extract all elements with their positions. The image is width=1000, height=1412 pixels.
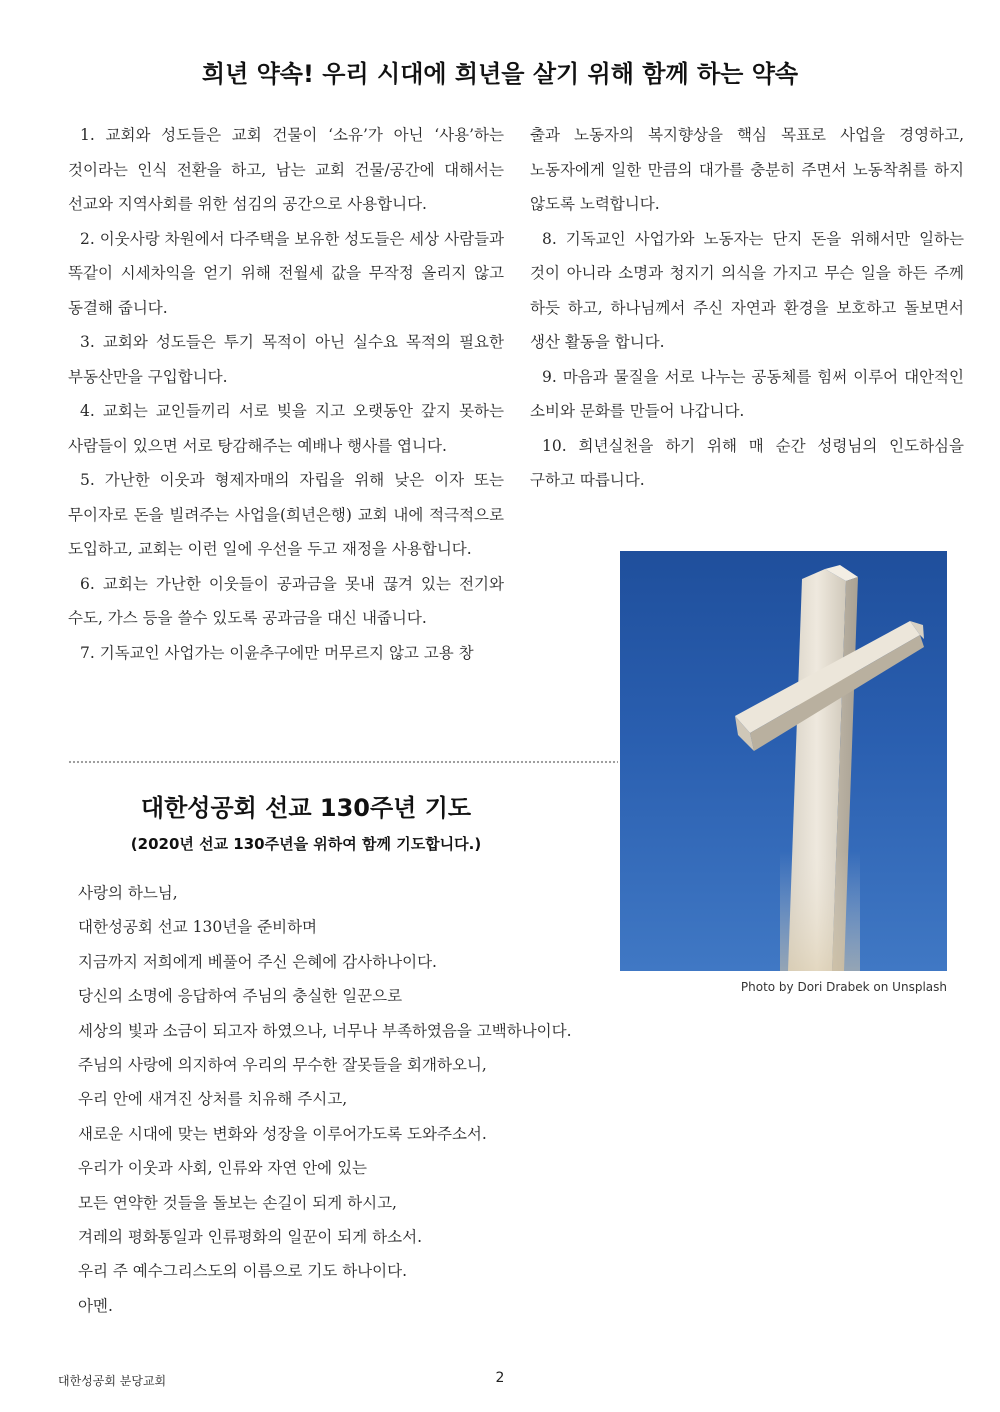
promise-7-continued: 출과 노동자의 복지향상을 핵심 목표로 사업을 경영하고, 노동자에게 일한 만큼의 대가를 충분히 주면서 노동착취를 하지 않도록 노력합니다.	[530, 126, 964, 213]
cross-icon	[620, 551, 947, 971]
promise-8: 8. 기독교인 사업가와 노동자는 단지 돈을 위해서만 일하는 것이 아니라 소명과 청지기 의식을 가지고 무슨 일을 하든 주께 하듯 하고, 하나님께서 주신 자연과 환경을 보호하고 돌보면서 생산 활동을 합니다.	[530, 229, 964, 351]
promise-4: 4. 교회는 교인들끼리 서로 빚을 지고 오랫동안 갚지 못하는 사람들이 있으면 서로 탕감해주는 예배나 행사를 엽니다.	[68, 402, 504, 455]
promise-7: 7. 기독교인 사업가는 이윤추구에만 머무르지 않고 고용 창	[80, 643, 474, 662]
promise-9: 9. 마음과 물질을 서로 나누는 공동체를 힘써 이루어 대안적인 소비와 문화를 만들어 나갑니다.	[530, 367, 964, 420]
prayer-line: 주님의 사랑에 의지하여 우리의 무수한 잘못들을 회개하오니,	[78, 1056, 487, 1075]
promises-right-column	[530, 118, 964, 498]
promise-1: 1. 교회와 성도들은 교회 건물이 ‘소유’가 아닌 ‘사용’하는 것이라는 인식 전환을 하고, 남는 교회 건물/공간에 대해서는 선교와 지역사회를 위한 섬김의 공간으로 사용합니다.	[68, 126, 504, 213]
prayer-subtitle: (2020년 선교 130주년을 위하여 함께 기도합니다.)	[130, 835, 482, 853]
prayer-line: 당신의 소명에 응답하여 주님의 충실한 일꾼으로	[78, 987, 403, 1006]
prayer-line: 세상의 빛과 소금이 되고자 하였으나, 너무나 부족하였음을 고백하나이다.	[78, 1021, 572, 1040]
footer-church-name: 대한성공회 분당교회	[58, 1374, 167, 1388]
prayer-line: 대한성공회 선교 130년을 준비하며	[78, 918, 318, 937]
prayer-line: 새로운 시대에 맞는 변화와 성장을 이루어가도록 도와주소서.	[78, 1124, 487, 1143]
prayer-line: 우리 주 예수그리스도의 이름으로 기도 하나이다.	[78, 1262, 408, 1281]
prayer-line: 우리 안에 새겨진 상처를 치유해 주시고,	[78, 1090, 348, 1109]
prayer-line: 우리가 이웃과 사회, 인류와 자연 안에 있는	[78, 1159, 368, 1178]
cross-photo	[620, 551, 947, 971]
prayer-line: 아멘.	[78, 1296, 113, 1315]
page-title: 희년 약속! 우리 시대에 희년을 살기 위해 함께 하는 약속	[201, 60, 799, 88]
prayer-line: 모든 연약한 것들을 돌보는 손길이 되게 하시고,	[78, 1193, 397, 1212]
prayer-title: 대한성공회 선교 130주년 기도	[140, 794, 472, 822]
promise-10: 10. 희년실천을 하기 위해 매 순간 성령님의 인도하심을 구하고 따릅니다.	[530, 436, 964, 489]
prayer-line: 지금까지 저희에게 베풀어 주신 은혜에 감사하나이다.	[78, 952, 437, 971]
section-divider	[68, 760, 618, 764]
promises-left-column	[68, 118, 504, 670]
page-number: 2	[495, 1370, 505, 1386]
promise-3: 3. 교회와 성도들은 투기 목적이 아닌 실수요 목적의 필요한 부동산만을 구입합니다.	[68, 333, 504, 386]
prayer-line: 사랑의 하느님,	[78, 884, 178, 902]
promise-5: 5. 가난한 이웃과 형제자매의 자립을 위해 낮은 이자 또는 무이자로 돈을 빌려주는 사업을(희년은행) 교회 내에 적극적으로 도입하고, 교회는 이런 일에 우선을 두고 재정을 사용합니다.	[68, 471, 504, 558]
prayer-text	[78, 876, 638, 1323]
promise-6: 6. 교회는 가난한 이웃들이 공과금을 못내 끊겨 있는 전기와 수도, 가스 등을 쓸수 있도록 공과금을 대신 내줍니다.	[68, 574, 504, 627]
prayer-line: 겨레의 평화통일과 인류평화의 일꾼이 되게 하소서.	[78, 1228, 422, 1247]
promise-2: 2. 이웃사랑 차원에서 다주택을 보유한 성도들은 세상 사람들과 똑같이 시세차익을 얻기 위해 전월세 값을 무작정 올리지 않고 동결해 줍니다.	[68, 229, 504, 317]
photo-credit: Photo by Dori Drabek on Unsplash	[740, 980, 947, 994]
